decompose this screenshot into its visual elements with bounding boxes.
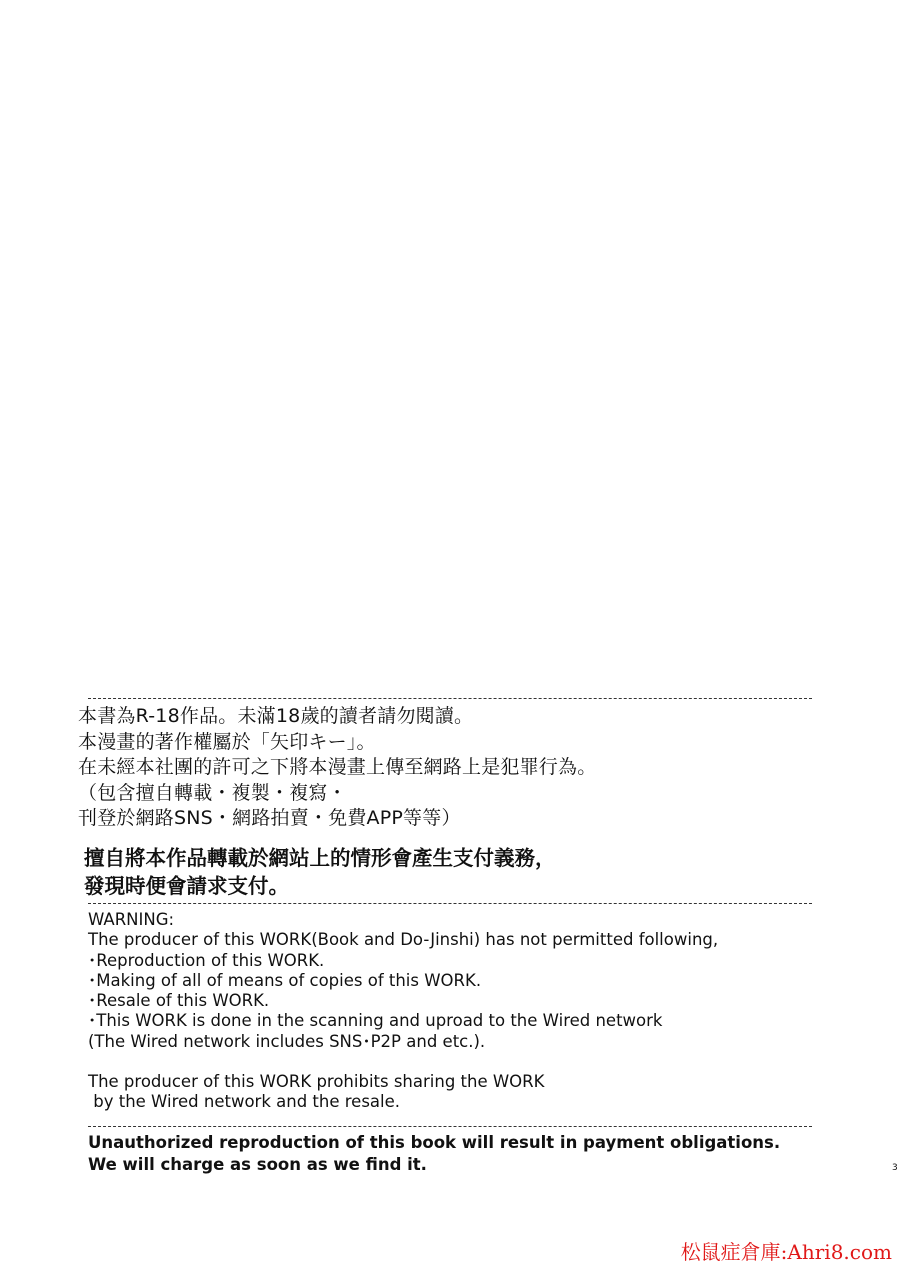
- warning-line: ･Making of all of means of copies of this WORK.: [88, 970, 482, 990]
- cjk-payment-line: 擅自將本作品轉載於網站上的情形會產生支付義務，: [84, 846, 556, 870]
- warning-line: The producer of this WORK(Book and Do-Jinshi) has not permitted following,: [88, 930, 719, 950]
- watermark-text: 松鼠症倉庫:Ahri8.com: [680, 1240, 892, 1264]
- warning-line: ･Reproduction of this WORK.: [88, 950, 325, 970]
- cjk-notice-line: 本漫畫的著作權屬於「矢印キー」。: [78, 730, 376, 753]
- prohibition-line: The producer of this WORK prohibits sharing the WORK: [88, 1072, 545, 1092]
- dashed-divider: [88, 903, 812, 904]
- spacer: [88, 1052, 828, 1072]
- warning-heading: WARNING:: [88, 910, 175, 929]
- cjk-notice-line: 刊登於網路SNS・網路拍賣・免費APP等等）: [78, 807, 461, 829]
- cjk-notice: [78, 704, 838, 832]
- warning-line: ･This WORK is done in the scanning and uproad to the Wired network: [88, 1011, 663, 1031]
- warning-line: ･Resale of this WORK.: [88, 991, 270, 1011]
- page-number: 3: [892, 1163, 898, 1173]
- payment-line: We will charge as soon as we find it.: [88, 1154, 427, 1174]
- cjk-payment-warning: [84, 844, 844, 900]
- english-warning: [88, 910, 828, 1113]
- warning-line: (The Wired network includes SNS･P2P and etc.).: [88, 1031, 486, 1051]
- cjk-notice-line: 本書為R-18作品。未滿18歲的讀者請勿閱讀。: [78, 705, 474, 727]
- cjk-notice-line: （包含擅自轉載・複製・複寫・: [78, 781, 347, 804]
- english-payment-warning: [88, 1132, 848, 1175]
- dashed-divider: [88, 1126, 812, 1127]
- dashed-divider: [88, 698, 812, 699]
- prohibition-line: by the Wired network and the resale.: [88, 1092, 401, 1112]
- cjk-payment-line: 發現時便會請求支付。: [84, 874, 289, 898]
- cjk-notice-line: 在未經本社團的許可之下將本漫畫上傳至網路上是犯罪行為。: [78, 756, 597, 778]
- payment-line: Unauthorized reproduction of this book will result in payment obligations.: [88, 1133, 781, 1152]
